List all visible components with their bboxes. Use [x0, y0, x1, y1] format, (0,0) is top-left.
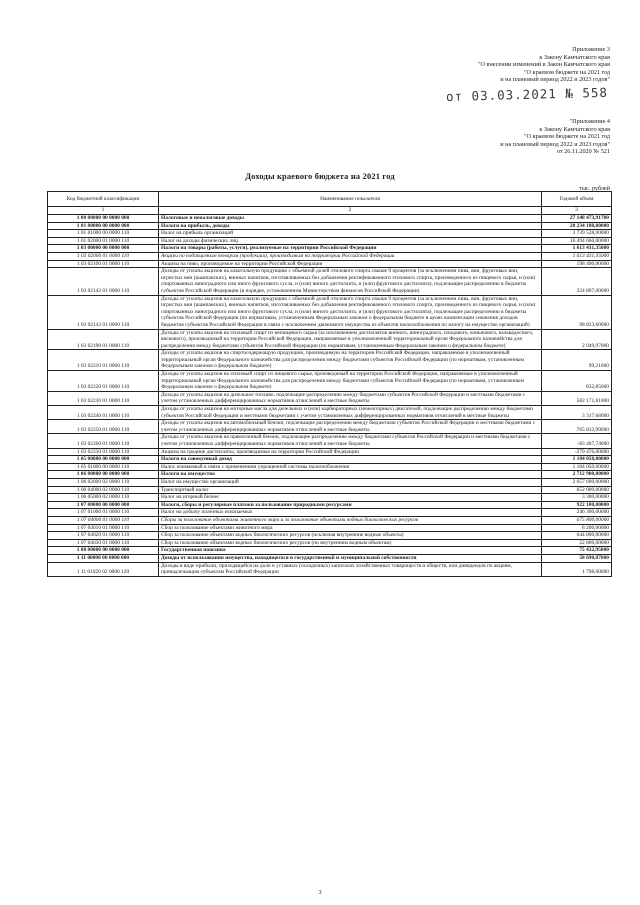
table-row: [48, 260, 612, 268]
budget-code-cell: 1 03 02240 01 0000 110: [48, 406, 159, 420]
indicator-name-cell: Налоги на имущество: [159, 471, 542, 479]
annual-amount-cell: 99,21000: [542, 350, 612, 371]
indicator-name-cell: Сбор за пользование объектами животного мира: [159, 524, 542, 532]
budget-code-cell: 1 03 02230 01 0000 110: [48, 391, 159, 405]
annual-amount-cell: 832,85000: [542, 371, 612, 392]
budget-code-cell: 1 11 01020 02 0000 120: [48, 562, 159, 576]
indicator-name-cell: Доходы от уплаты акцизов на спиртосодержащую продукцию, производимую на территории Российской Федерации, направляемые в уполномоченный территориальный орган Федерального казначейства для распределения между бюджетами субъектов Российской Федерации (по нормативам, установленным Федеральным законом о федеральном бюджете): [159, 350, 542, 371]
annual-amount-cell: 324 807,00000: [542, 268, 612, 295]
annual-amount-cell: 198 400,00000: [542, 260, 612, 268]
budget-code-cell: 1 03 02220 01 0000 110: [48, 371, 159, 392]
table-row: [48, 456, 612, 464]
annual-amount-cell: 98 823,60000: [542, 295, 612, 329]
budget-code-cell: 1 03 02210 01 0000 110: [48, 350, 159, 371]
budget-code-cell: 1 06 04000 02 0000 110: [48, 486, 159, 494]
budget-code-cell: 1 07 00000 00 0000 000: [48, 501, 159, 509]
annual-amount-cell: 765 812,99000: [542, 420, 612, 434]
annual-amount-cell: 3 300,00000: [542, 494, 612, 502]
table-row: [48, 547, 612, 555]
table-row: [48, 371, 612, 392]
table-row: [48, 463, 612, 471]
table-row: [48, 554, 612, 562]
indicator-name-cell: Доходы от уплаты акцизов на моторные масла для дизельных и (или) карбюраторных (инжекторных) двигателей, подлежащие распределению между бюджетами субъектов Российской Федерации и местными бюджетами с учетом установленных дифференцированных нормативов отчислений в местные бюджеты: [159, 406, 542, 420]
annual-amount-cell: 3 317,68000: [542, 406, 612, 420]
header-line: и на плановый период 2022 и 2023 годов": [500, 140, 610, 148]
column-header-amount: Годовой объем: [542, 192, 612, 207]
table-row: [48, 252, 612, 260]
indicator-name-cell: Доходы от уплаты акцизов на этиловый спирт из непищевого сырья (за исключением дистиллятов винного, виноградного, плодового, коньячного, кальвадосного, вискового), производимый на территории Российской Федерации, направляемые в уполномоченный территориальный орган Федерального казначейства для распределения между бюджетами субъектов Российской Федерации (по нормативам, установленным Федеральным законом о федеральном бюджете): [159, 329, 542, 350]
appendix-header: [478, 46, 610, 84]
column-number: 2: [159, 207, 542, 215]
indicator-name-cell: Доходы от использования имущества, находящегося в государственной и муниципальной собственности: [159, 554, 542, 562]
budget-code-cell: 1 03 02330 01 0000 110: [48, 448, 159, 456]
table-row: [48, 391, 612, 405]
table-row: [48, 295, 612, 329]
table-row: [48, 350, 612, 371]
indicator-name-cell: Налоги на товары (работы, услуги), реализуемые на территории Российской Федерации: [159, 245, 542, 253]
indicator-name-cell: Доходы от уплаты акцизов на алкогольную продукцию с объемной долей этилового спирта свыше 9 процентов (за исключением пива, вин, фруктовых вин, игристых вин (шампанских), винных напитков, изготавливаемых без добавления ректификованного этилового спирта, произведенного из пищевого сырья, и (или) спиртованных виноградного или иного фруктового сусла, и (или) виного дистиллята, и (или) фруктового дистиллята), подлежащие распределению в бюджеты субъектов Российской Федерации (по нормативам, установленным Федеральным законом о федеральном бюджете в целях компенсации снижения доходов бюджетов субъектов Российской Федерации в связи с исключением движимого имущества из объектов налогообложения по налогу на имущество организаций): [159, 295, 542, 329]
indicator-name-cell: Налог на прибыль организаций: [159, 230, 542, 238]
indicator-name-cell: Налог на имущество организаций: [159, 478, 542, 486]
budget-code-cell: 1 11 00000 00 0000 000: [48, 554, 159, 562]
annual-amount-cell: 75 432,95000: [542, 547, 612, 555]
budget-code-cell: 1 07 01000 01 0000 110: [48, 509, 159, 517]
table-row: [48, 478, 612, 486]
budget-code-cell: 1 07 04010 01 0000 110: [48, 524, 159, 532]
header-line: к Закону Камчатского края: [539, 125, 610, 133]
annual-amount-cell: 2 049,97000: [542, 329, 612, 350]
budget-code-cell: 1 08 00000 00 0000 000: [48, 547, 159, 555]
indicator-name-cell: Сбор за пользование объектами водных биологических ресурсов (исключая внутренние водные объекты): [159, 532, 542, 540]
annual-amount-cell: 8 200,00000: [542, 524, 612, 532]
annual-amount-cell: 1 613 431,35000: [542, 252, 612, 260]
indicator-name-cell: Акцизы на средние дистилляты, производимые на территории Российской Федерации: [159, 448, 542, 456]
indicator-name-cell: Государственная пошлина: [159, 547, 542, 555]
table-row: [48, 434, 612, 448]
table-header-row: [48, 192, 612, 207]
unit-label: тыс. рублей: [579, 185, 610, 192]
annual-amount-cell: 2 712 900,00000: [542, 471, 612, 479]
annual-amount-cell: 27 148 473,91700: [542, 215, 612, 223]
indicator-name-cell: Доходы от уплаты акцизов на прямогонный бензин, подлежащие распределению между бюджетами субъектов Российской Федерации и местными бюджетами с учетом установленных дифференцированных нормативов отчислений в местные бюджеты: [159, 434, 542, 448]
budget-code-cell: 1 07 04030 01 0000 110: [48, 539, 159, 547]
indicator-name-cell: Доходы от уплаты акцизов на этиловый спирт из пищевого сырья, производимый на территории Российской Федерации, направляемые в уполномоченный территориальный орган Федерального казначейства для распределения между бюджетами субъектов Российской Федерации (по нормативам, установленным Федеральным законом о федеральном бюджете): [159, 371, 542, 392]
annual-amount-cell: -279 476,00000: [542, 448, 612, 456]
table-row: [48, 406, 612, 420]
budget-code-cell: 1 01 02000 01 0000 110: [48, 237, 159, 245]
indicator-name-cell: Налоги на совокупный доход: [159, 456, 542, 464]
column-header-code: Код бюджетной классификации: [48, 192, 159, 207]
indicator-name-cell: Акцизы на пиво, производимое на территории Российской Федерации: [159, 260, 542, 268]
budget-code-cell: 1 06 02000 02 0000 110: [48, 478, 159, 486]
indicator-name-cell: Налоги на прибыль, доходы: [159, 222, 542, 230]
indicator-name-cell: Акцизы по подакцизным товарам (продукции), производимым на территории Российской Федерации: [159, 252, 542, 260]
column-header-name: Наименование показателя: [159, 192, 542, 207]
budget-revenue-table: [47, 191, 612, 577]
table-row: [48, 501, 612, 509]
header-line: "О краевом бюджете на 2021 год: [524, 133, 610, 141]
annual-amount-cell: 922 100,00000: [542, 501, 612, 509]
table-row: [48, 516, 612, 524]
table-body: [48, 215, 612, 577]
annual-amount-cell: 1 184 050,00000: [542, 463, 612, 471]
header-line: "Приложение 4: [569, 118, 610, 125]
annual-amount-cell: 582 171,81000: [542, 391, 612, 405]
table-row: [48, 509, 612, 517]
table-row: [48, 562, 612, 576]
table-row: [48, 420, 612, 434]
budget-code-cell: 1 03 02000 01 0000 110: [48, 252, 159, 260]
page-number: 3: [318, 889, 322, 896]
header-line: "О краевом бюджете на 2021 год: [524, 68, 610, 76]
indicator-name-cell: Транспортный налог: [159, 486, 542, 494]
budget-code-cell: 1 03 02100 01 0000 110: [48, 260, 159, 268]
budget-code-cell: 1 06 05000 02 0000 110: [48, 494, 159, 502]
indicator-name-cell: Налог, взимаемый в связи с применением упрощенной системы налогообложения: [159, 463, 542, 471]
column-number: 3: [542, 207, 612, 215]
budget-code-cell: 1 01 00000 00 0000 000: [48, 222, 159, 230]
table-row: [48, 222, 612, 230]
previous-appendix-header: [500, 118, 610, 156]
annual-amount-cell: 22 800,00000: [542, 539, 612, 547]
document-title: Доходы краевого бюджета на 2021 год: [245, 172, 395, 181]
indicator-name-cell: Доходы от уплаты акцизов на дизельное топливо, подлежащие распределению между бюджетами субъектов Российской Федерации и местными бюджетами с учетом установленных дифференцированных нормативов отчислений в местные бюджеты: [159, 391, 542, 405]
indicator-name-cell: Налог на доходы физических лиц: [159, 237, 542, 245]
table-row: [48, 329, 612, 350]
table-row: [48, 539, 612, 547]
indicator-name-cell: Доходы от уплаты акцизов на алкогольную продукцию с объемной долей этилового спирта свыше 9 процентов (за исключением пива, вин, фруктовых вин, игристых вин (шампанских), винных напитков, изготавливаемых без добавления ректификованного этилового спирта, произведенного из пищевого сырья, и (или) спиртованных виноградного или иного фруктового сусла, и (или) виного дистиллята, и (или) фруктового дистиллята), подлежащие распределению в бюджеты субъектов Российской Федерации (в порядке, установленном Министерством финансов Российской Федерации): [159, 268, 542, 295]
budget-code-cell: 1 03 00000 00 0000 000: [48, 245, 159, 253]
table-row: [48, 230, 612, 238]
column-number: 1: [48, 207, 159, 215]
annual-amount-cell: -83 407,74000: [542, 434, 612, 448]
budget-code-cell: 1 07 04000 01 0000 110: [48, 516, 159, 524]
annual-amount-cell: 2 057 600,00000: [542, 478, 612, 486]
table-row: [48, 237, 612, 245]
budget-code-cell: 1 05 01000 00 0000 110: [48, 463, 159, 471]
budget-code-cell: 1 03 02250 01 0000 110: [48, 420, 159, 434]
table-row: [48, 532, 612, 540]
table-row: [48, 448, 612, 456]
indicator-name-cell: Налоги, сборы и регулярные платежи за пользование природными ресурсами: [159, 501, 542, 509]
header-line: "О внесении изменений в Закон Камчатского края: [478, 61, 610, 69]
annual-amount-cell: 675 800,00000: [542, 516, 612, 524]
annual-amount-cell: 1 613 431,35000: [542, 245, 612, 253]
budget-code-cell: 1 03 02142 01 0000 110: [48, 268, 159, 295]
indicator-name-cell: Доходы в виде прибыли, приходящейся на доли в уставных (складочных) капиталах хозяйственных товариществ и обществ, или дивидендов по акциям, принадлежащим субъектам Российской Федерации: [159, 562, 542, 576]
indicator-name-cell: Налоговые и неналоговые доходы: [159, 215, 542, 223]
budget-code-cell: 1 03 02260 01 0000 110: [48, 434, 159, 448]
header-line: от 26.11.2020 № 521: [556, 148, 610, 156]
column-number-row: [48, 207, 612, 215]
indicator-name-cell: Сборы за пользование объектами животного мира и за пользование объектами водных биологических ресурсов: [159, 516, 542, 524]
annual-amount-cell: 1 184 050,00000: [542, 456, 612, 464]
budget-code-cell: 1 03 02190 01 0000 110: [48, 329, 159, 350]
header-line: и на плановый период 2022 и 2023 годов": [500, 76, 610, 84]
annual-amount-cell: 644 800,00000: [542, 532, 612, 540]
table-row: [48, 268, 612, 295]
budget-code-cell: 1 07 04020 01 0000 110: [48, 532, 159, 540]
budget-code-cell: 1 05 00000 00 0000 000: [48, 456, 159, 464]
table-row: [48, 486, 612, 494]
annual-amount-cell: 58 690,07000: [542, 554, 612, 562]
indicator-name-cell: Доходы от уплаты акцизов на автомобильный бензин, подлежащие распределению между бюджетами субъектов Российской Федерации и местными бюджетами с учетом установленных дифференцированных нормативов отчислений в местные бюджеты: [159, 420, 542, 434]
annual-amount-cell: 3 739 528,00000: [542, 230, 612, 238]
budget-code-cell: 1 01 01000 00 0000 110: [48, 230, 159, 238]
table-row: [48, 471, 612, 479]
table-row: [48, 245, 612, 253]
indicator-name-cell: Сбор за пользование объектами водных биологических ресурсов (по внутренним водным объектам): [159, 539, 542, 547]
indicator-name-cell: Налог на добычу полезных ископаемых: [159, 509, 542, 517]
table-row: [48, 215, 612, 223]
annual-amount-cell: 652 000,00000: [542, 486, 612, 494]
annual-amount-cell: 246 300,00000: [542, 509, 612, 517]
header-line: к Закону Камчатского края: [539, 53, 610, 61]
annual-amount-cell: 16 494 660,00000: [542, 237, 612, 245]
budget-code-cell: 1 00 00000 00 0000 000: [48, 215, 159, 223]
indicator-name-cell: Налог на игорный бизнес: [159, 494, 542, 502]
budget-code-cell: 1 03 02143 01 0000 110: [48, 295, 159, 329]
budget-code-cell: 1 06 00000 00 0000 000: [48, 471, 159, 479]
table-row: [48, 524, 612, 532]
annual-amount-cell: 1 798,00000: [542, 562, 612, 576]
annual-amount-cell: 20 234 188,00000: [542, 222, 612, 230]
header-line: Приложение 3: [572, 46, 610, 53]
date-number-stamp: от 03.03.2021 № 558: [445, 84, 609, 104]
table-row: [48, 494, 612, 502]
